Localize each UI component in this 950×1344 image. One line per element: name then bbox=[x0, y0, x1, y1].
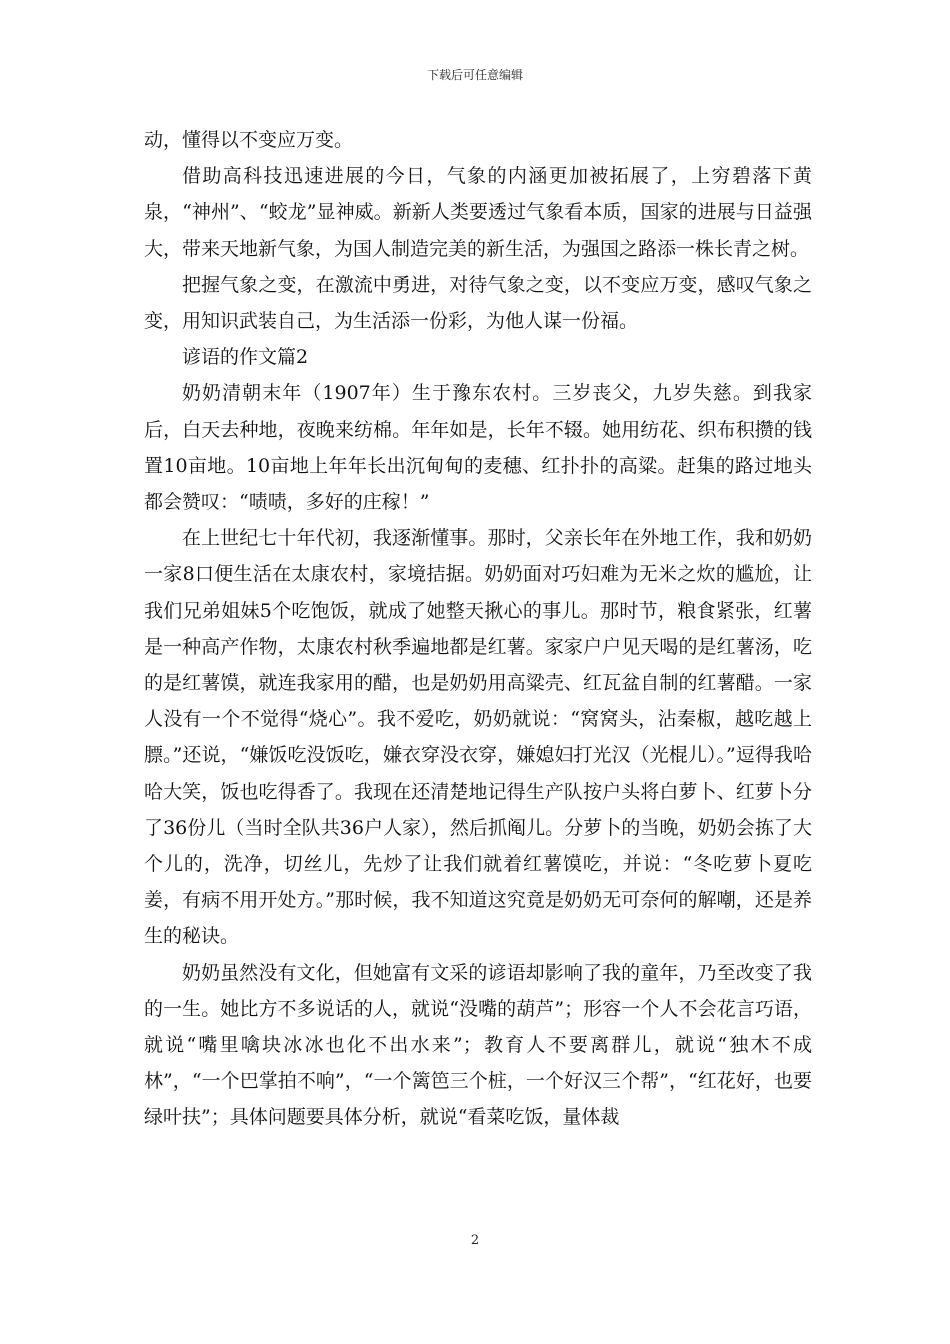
paragraph: 在上世纪七十年代初，我逐渐懂事。那时，父亲长年在外地工作，我和奶奶一家8口便生活在太康农村，家境拮据。奶奶面对巧妇难为无米之炊的尴尬，让我们兄弟姐妹5个吃饱饭，就成了她整天揪心的事儿。那时节，粮食紧张，红薯是一种高产作物，太康农村秋季遍地都是红薯。家家户户见天喝的是红薯汤，吃的是红薯馍，就连我家用的醋，也是奶奶用高粱壳、红瓦盆自制的红薯醋。一家人没有一个不觉得“烧心”。我不爱吃，奶奶就说：“窝窝头，沾秦椒，越吃越上膘。”还说，“嫌饭吃没饭吃，嫌衣穿没衣穿，嫌媳妇打光汉（光棍儿）。”逗得我哈哈大笑，饭也吃得香了。我现在还清楚地记得生产队按户头将白萝卜、红萝卜分了36份儿（当时全队共36户人家），然后抓阄儿。分萝卜的当晚，奶奶会拣了大个儿的，洗净，切丝儿，先炒了让我们就着红薯馍吃，并说：“冬吃萝卜夏吃姜，有病不用开处方。”那时候，我不知道这究竟是奶奶无可奈何的解嘲，还是养生的秘诀。 bbox=[144, 527, 812, 948]
paragraph: 借助高科技迅速进展的今日，气象的内涵更加被拓展了，上穷碧落下黄泉，“神州”、“蛟龙”显神威。新新人类要透过气象看本质，国家的进展与日益强大，带来天地新气象，为国人制造完美的新生活，为强国之路添一株长青之树。 bbox=[144, 165, 812, 260]
document-body bbox=[144, 122, 812, 1136]
page-number: 2 bbox=[470, 1233, 480, 1248]
paragraph: 奶奶清朝末年（1907年）生于豫东农村。三岁丧父，九岁失慈。到我家后，白天去种地，夜晚来纺棉。年年如是，长年不辍。她用纺花、织布积攒的钱置10亩地。10亩地上年年长出沉甸甸的麦穗、红扑扑的高粱。赶集的路过地头都会赞叹：“啧啧，多好的庄稼！” bbox=[144, 382, 812, 514]
page-header: 下载后可任意编辑 bbox=[426, 68, 523, 82]
paragraph-continuation: 动，懂得以不变应万变。 bbox=[144, 129, 354, 151]
paragraph: 奶奶虽然没有文化，但她富有文采的谚语却影响了我的童年，乃至改变了我的一生。她比方不多说话的人，就说“没嘴的葫芦”；形容一个人不会花言巧语，就说“嘴里噙块冰冰也化不出水来”；教育人不要离群儿，就说“独木不成林”，“一个巴掌拍不响”，“一个篱笆三个桩，一个好汉三个帮”，“红花好，也要绿叶扶”；具体问题要具体分析，就说“看菜吃饭，量体裁 bbox=[144, 961, 812, 1129]
paragraph: 把握气象之变，在激流中勇进，对待气象之变，以不变应万变，感叹气象之变，用知识武装自己，为生活添一份彩，为他人谋一份福。 bbox=[144, 273, 812, 333]
section-heading: 谚语的作文篇2 bbox=[182, 346, 309, 369]
